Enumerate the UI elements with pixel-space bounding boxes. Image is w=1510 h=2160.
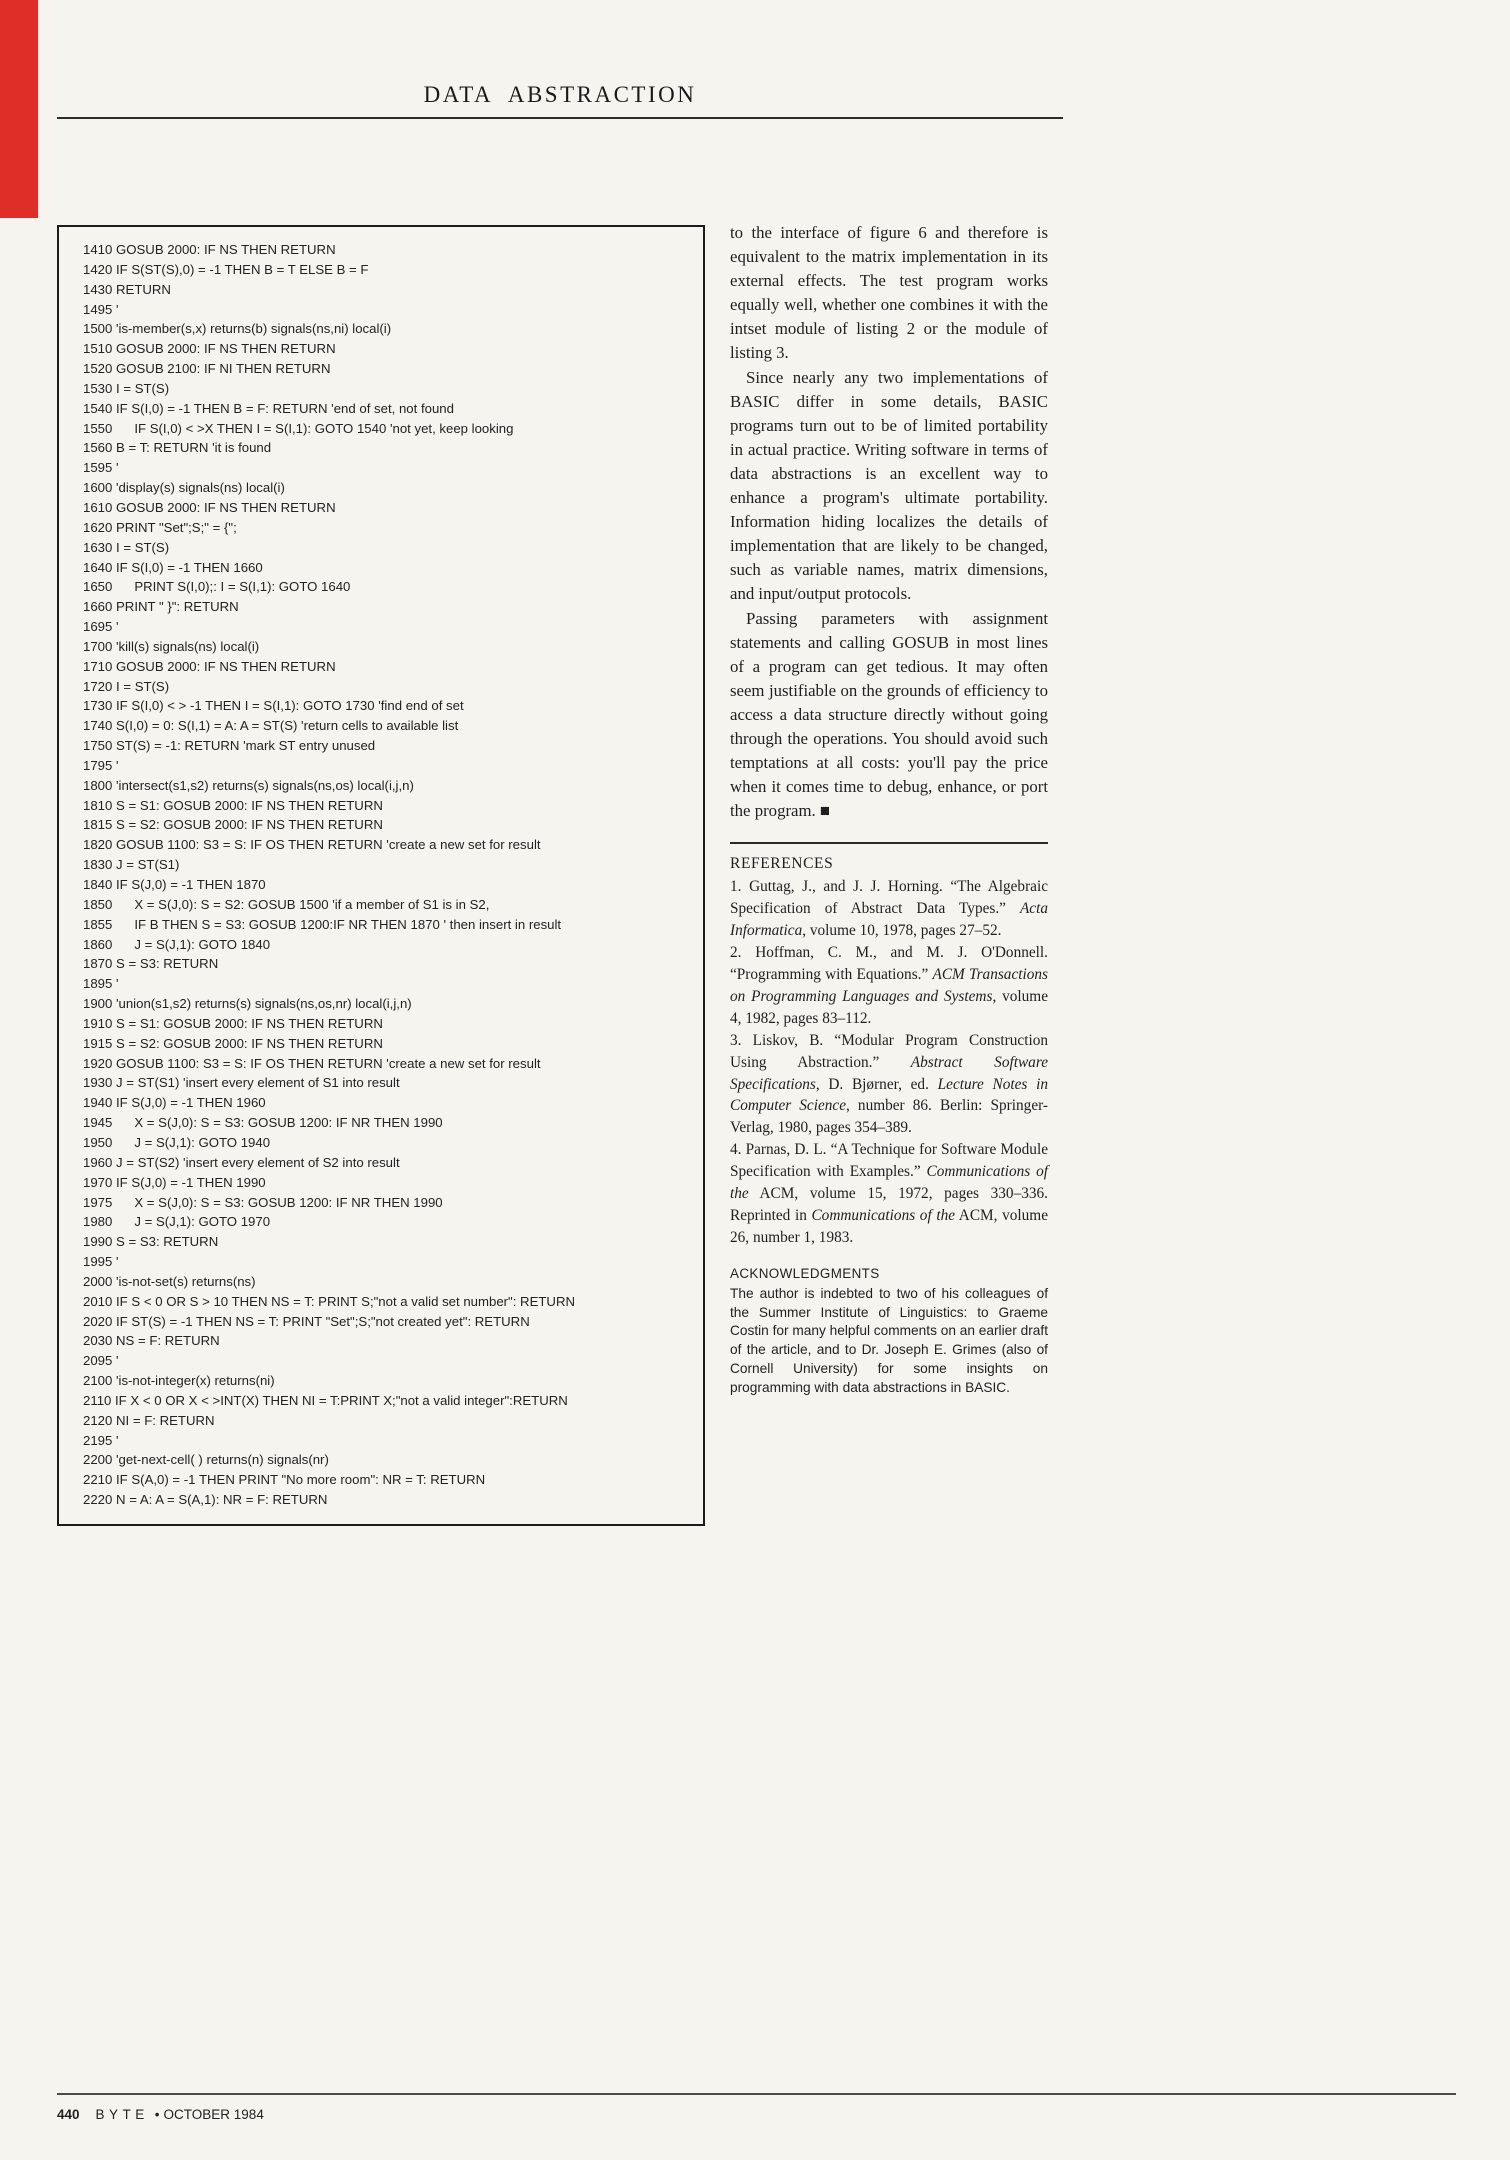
code-line: 1930 J = ST(S1) 'insert every element of S1 into result <box>83 1075 400 1091</box>
reference-text: , volume 4, 1982, pages 83–112. <box>730 987 1048 1027</box>
code-line: 1940 IF S(J,0) = -1 THEN 1960 <box>83 1095 266 1111</box>
acknowledgments-heading: ACKNOWLEDGMENTS <box>730 1265 880 1281</box>
code-line: 1740 S(I,0) = 0: S(I,1) = A: A = ST(S) 'return cells to available list <box>83 718 459 734</box>
reference-item <box>730 1030 1048 1140</box>
code-line: 2010 IF S < 0 OR S > 10 THEN NS = T: PRINT S;"not a valid set number": RETURN <box>83 1293 575 1309</box>
code-line: 1820 GOSUB 1100: S3 = S: IF OS THEN RETURN 'create a new set for result <box>83 837 541 853</box>
acknowledgments-text: The author is indebted to two of his colleagues of the Summer Institute of Linguistics: to Graeme Costin for many helpful comments on an earlier draft of the article, and to Dr. Joseph E. Grimes (also of Cornell University) for some insights on programming with data abstractions in BASIC. <box>730 1285 1049 1395</box>
code-line: 1900 'union(s1,s2) returns(s) signals(ns,os,nr) local(i,j,n) <box>83 996 412 1012</box>
code-line: 2200 'get-next-cell( ) returns(n) signals(nr) <box>83 1452 329 1468</box>
reference-text: , volume 10, 1978, pages 27–52. <box>802 922 1002 940</box>
code-line: 1910 S = S1: GOSUB 2000: IF NS THEN RETURN <box>83 1015 383 1031</box>
footer-page-number: 440 <box>57 2107 80 2122</box>
code-line: 1830 J = ST(S1) <box>83 857 180 873</box>
red-accent-bar <box>0 0 38 218</box>
reference-italic-text: Lecture Notes in Computer Science <box>730 1075 1048 1115</box>
code-line: 1860 J = S(J,1): GOTO 1840 <box>83 936 271 952</box>
code-line: 2220 N = A: A = S(A,1): NR = F: RETURN <box>83 1492 328 1508</box>
code-line: 2020 IF ST(S) = -1 THEN NS = T: PRINT "Set";S;"not created yet": RETURN <box>83 1313 530 1329</box>
code-listing-box <box>57 225 705 1526</box>
code-line: 1915 S = S2: GOSUB 2000: IF NS THEN RETURN <box>83 1035 383 1051</box>
code-line: 1630 I = ST(S) <box>83 539 170 555</box>
code-line: 1530 I = ST(S) <box>83 380 170 396</box>
code-line: 1720 I = ST(S) <box>83 678 170 694</box>
code-line: 1750 ST(S) = -1: RETURN 'mark ST entry unused <box>83 738 376 754</box>
reference-text: ACM, volume 26, number 1, 1983. <box>730 1206 1048 1246</box>
code-line: 1730 IF S(I,0) < > -1 THEN I = S(I,1): GOTO 1730 'find end of set <box>83 698 464 714</box>
code-line: 2120 NI = F: RETURN <box>83 1412 215 1428</box>
code-line: 1950 J = S(J,1): GOTO 1940 <box>83 1134 271 1150</box>
article-column <box>730 221 1048 1398</box>
references-divider <box>730 842 1048 844</box>
reference-text: 4. Parnas, D. L. “A Technique for Software Module Specification with Examples.” <box>730 1141 1048 1181</box>
code-line: 2210 IF S(A,0) = -1 THEN PRINT "No more room": NR = T: RETURN <box>83 1472 486 1488</box>
code-line: 1795 ' <box>83 757 119 773</box>
code-line: 1995 ' <box>83 1254 119 1270</box>
reference-text: 1. Guttag, J., and J. J. Horning. “The Algebraic Specification of Abstract Data Types.” <box>730 878 1048 918</box>
code-line: 1420 IF S(ST(S),0) = -1 THEN B = T ELSE B = F <box>83 261 369 277</box>
code-line: 1710 GOSUB 2000: IF NS THEN RETURN <box>83 658 336 674</box>
page-title: DATA ABSTRACTION <box>423 82 697 107</box>
code-line: 1920 GOSUB 1100: S3 = S: IF OS THEN RETURN 'create a new set for result <box>83 1055 541 1071</box>
code-line: 1840 IF S(J,0) = -1 THEN 1870 <box>83 877 266 892</box>
code-line: 1610 GOSUB 2000: IF NS THEN RETURN <box>83 499 336 515</box>
code-line: 1510 GOSUB 2000: IF NS THEN RETURN <box>83 341 336 357</box>
code-line: 1430 RETURN <box>83 281 171 297</box>
code-line: 1695 ' <box>83 619 119 635</box>
code-line: 1975 X = S(J,0): S = S3: GOSUB 1200: IF NR THEN 1990 <box>83 1194 443 1210</box>
article-paragraph: to the interface of figure 6 and therefore is equivalent to the matrix implementation in its external effects. The test program works equally well, whether one combines it with the intset module of listing 2 or the module of listing 3. <box>730 223 1048 363</box>
footer-bullet: • <box>154 2107 160 2122</box>
code-line: 1895 ' <box>83 976 119 992</box>
code-line: 2195 ' <box>83 1432 119 1448</box>
code-line: 1870 S = S3: RETURN <box>83 956 219 972</box>
code-line: 2100 'is-not-integer(x) returns(ni) <box>83 1373 275 1389</box>
reference-text: , number 86. Berlin: Springer-Verlag, 1980, pages 354–389. <box>730 1097 1048 1137</box>
code-line: 2110 IF X < 0 OR X < >INT(X) THEN NI = T:PRINT X;"not a valid integer":RETURN <box>83 1392 568 1408</box>
reference-italic-text: Abstract Software Specifications <box>730 1053 1048 1093</box>
reference-text: , D. Bjørner, ed. <box>815 1075 938 1093</box>
code-line: 1660 PRINT " }": RETURN <box>83 599 239 615</box>
code-line: 1810 S = S1: GOSUB 2000: IF NS THEN RETURN <box>83 797 383 813</box>
article-paragraphs <box>730 221 1048 823</box>
code-line: 1650 PRINT S(I,0);: I = S(I,1): GOTO 1640 <box>83 579 351 595</box>
code-line: 2000 'is-not-set(s) returns(ns) <box>83 1273 256 1289</box>
code-line: 1520 GOSUB 2100: IF NI THEN RETURN <box>83 361 331 377</box>
code-line: 1640 IF S(I,0) = -1 THEN 1660 <box>83 559 263 575</box>
code-line: 1540 IF S(I,0) = -1 THEN B = F: RETURN 'end of set, not found <box>83 400 454 416</box>
reference-italic-text: Communications of the <box>730 1163 1049 1203</box>
article-paragraph: Since nearly any two implementations of BASIC differ in some details, BASIC programs turn out to be of limited portability in actual practice. Writing software in terms of data abstractions is an excellent way to enhance a program's ultimate portability. Information hiding localizes the details of implementation that are likely to be changed, such as variable names, matrix dimensions, and input/output protocols. <box>730 367 1048 604</box>
code-line: 1560 B = T: RETURN 'it is found <box>83 440 272 456</box>
reference-text: ACM, volume 15, 1972, pages 330–336. Reprinted in <box>730 1185 1048 1224</box>
reference-item <box>730 1139 1048 1249</box>
footer <box>57 2107 264 2122</box>
reference-item <box>730 876 1048 942</box>
code-line: 1970 IF S(J,0) = -1 THEN 1990 <box>83 1174 266 1190</box>
reference-italic-text: ACM Transactions on Programming Languages and Systems <box>730 965 1048 1005</box>
article-paragraph: Passing parameters with assignment statements and calling GOSUB in most lines of a program can get tedious. It may often seem justifiable on the grounds of efficiency to access a data structure directly without going through the operations. You should avoid such temptations at all costs: you'll pay the price when it comes time to debug, enhance, or port the program. ■ <box>730 608 1048 821</box>
code-line: 1960 J = ST(S2) 'insert every element of S2 into result <box>83 1154 400 1170</box>
title-rule <box>57 117 1063 119</box>
references-heading: REFERENCES <box>730 855 834 873</box>
code-line: 1500 'is-member(s,x) returns(b) signals(ns,ni) local(i) <box>83 321 392 337</box>
code-line: 1815 S = S2: GOSUB 2000: IF NS THEN RETURN <box>83 817 383 833</box>
code-line: 1495 ' <box>83 301 119 317</box>
footer-issue: OCTOBER 1984 <box>163 2107 264 2122</box>
code-line: 1700 'kill(s) signals(ns) local(i) <box>83 638 260 654</box>
reference-text: 2. Hoffman, C. M., and M. J. O'Donnell. “Programming with Equations.” <box>730 944 1048 983</box>
code-line: 1945 X = S(J,0): S = S3: GOSUB 1200: IF NR THEN 1990 <box>83 1115 443 1131</box>
code-line: 1990 S = S3: RETURN <box>83 1234 219 1250</box>
footer-magazine-name: BYTE <box>95 2107 149 2122</box>
code-listing <box>83 240 697 1510</box>
code-line: 2095 ' <box>83 1353 119 1369</box>
footer-rule <box>57 2093 1456 2095</box>
code-line: 1800 'intersect(s1,s2) returns(s) signals(ns,os) local(i,j,n) <box>83 777 414 793</box>
code-line: 1855 IF B THEN S = S3: GOSUB 1200:IF NR THEN 1870 ' then insert in result <box>83 916 562 932</box>
references-list <box>730 876 1048 1248</box>
code-line: 1600 'display(s) signals(ns) local(i) <box>83 480 285 496</box>
code-line: 1850 X = S(J,0): S = S2: GOSUB 1500 'if a member of S1 is in S2, <box>83 896 490 912</box>
reference-italic-text: Acta Informatica <box>730 900 1048 940</box>
code-line: 2030 NS = F: RETURN <box>83 1333 220 1349</box>
code-line: 1620 PRINT "Set";S;" = {"; <box>83 519 237 535</box>
code-line: 1980 J = S(J,1): GOTO 1970 <box>83 1214 271 1230</box>
reference-item <box>730 942 1048 1030</box>
reference-text: 3. Liskov, B. “Modular Program Construction Using Abstraction.” <box>730 1031 1048 1071</box>
code-line: 1550 IF S(I,0) < >X THEN I = S(I,1): GOTO 1540 'not yet, keep looking <box>83 420 514 436</box>
code-line: 1595 ' <box>83 460 119 476</box>
code-line: 1410 GOSUB 2000: IF NS THEN RETURN <box>83 242 336 257</box>
reference-italic-text: Communications of the <box>811 1206 956 1224</box>
